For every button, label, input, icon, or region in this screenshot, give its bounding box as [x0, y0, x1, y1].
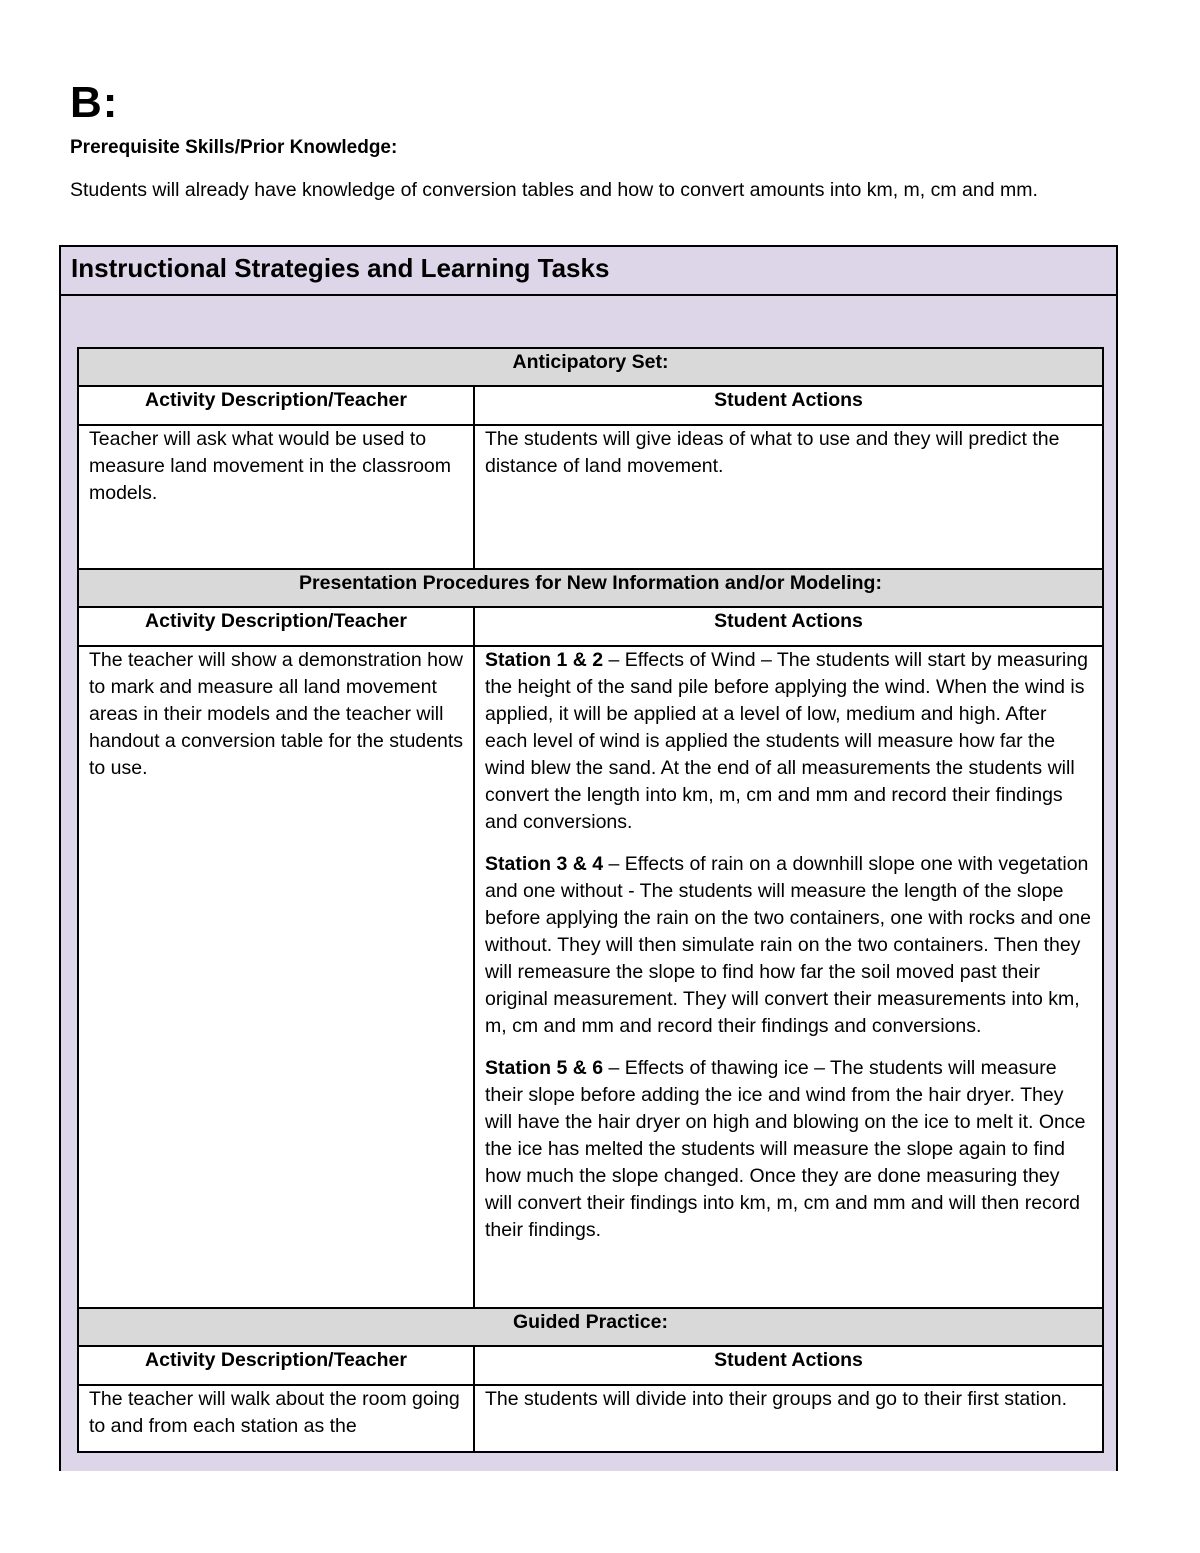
- station-text: – Effects of rain on a downhill slope one with vegetation and one without - The students will measure the length of the slope before applying the rain on the two containers, one with rocks and one without. They will then simulate rain on the two containers. Then they will remeasure the slope to find how far the soil moved past their original measurement. They will convert their measurements into km, m, cm and mm and record their findings and conversions.: [485, 853, 1091, 1037]
- column-header-row: [78, 1346, 1103, 1385]
- strategies-panel: [59, 245, 1118, 1471]
- station-paragraph: [485, 1055, 1092, 1244]
- anticipatory-set-row: [78, 425, 1103, 569]
- guided-student-cell: The students will divide into their groups and go to their first station.: [474, 1385, 1103, 1452]
- guided-teacher-cell: The teacher will walk about the room going to and from each station as the: [78, 1385, 474, 1452]
- anticipatory-student-cell: The students will give ideas of what to use and they will predict the distance of land movement.: [474, 425, 1103, 569]
- station-text: – Effects of Wind – The students will start by measuring the height of the sand pile before applying the wind. When the wind is applied, it will be applied at a level of low, medium and high. After each level of wind is applied the students will measure how far the wind blew the sand. At the end of all measurements the students will convert the length into km, m, cm and mm and record their findings and conversions.: [485, 649, 1088, 833]
- presentation-heading: Presentation Procedures for New Information and/or Modeling:: [78, 569, 1103, 607]
- station-label: Station 3 & 4: [485, 853, 604, 875]
- station-label: Station 1 & 2: [485, 649, 604, 671]
- strategies-title: Instructional Strategies and Learning Tasks: [71, 253, 610, 283]
- teacher-column-header: Activity Description/Teacher: [78, 607, 474, 646]
- teacher-column-header: Activity Description/Teacher: [78, 1346, 474, 1385]
- presentation-student-cell: [474, 646, 1103, 1308]
- station-label: Station 5 & 6: [485, 1057, 604, 1079]
- column-header-row: [78, 607, 1103, 646]
- strategies-header: [61, 247, 1116, 296]
- section-heading: B:: [70, 78, 119, 127]
- lesson-table: [77, 347, 1104, 1453]
- presentation-row: [78, 646, 1103, 1308]
- student-column-header: Student Actions: [474, 607, 1103, 646]
- guided-practice-row: [78, 1385, 1103, 1452]
- station-text: – Effects of thawing ice – The students will measure their slope before adding the ice and wind from the hair dryer. They will have the hair dryer on high and blowing on the ice to melt it. Once the ice has melted the students will measure the slope again to find how much the slope changed. Once they are done measuring they will convert their findings into km, m, cm and mm and will then record their findings.: [485, 1057, 1086, 1241]
- student-column-header: Student Actions: [474, 1346, 1103, 1385]
- anticipatory-set-heading-row: [78, 348, 1103, 386]
- prerequisite-label: Prerequisite Skills/Prior Knowledge:: [70, 137, 398, 158]
- station-paragraph: [485, 647, 1092, 836]
- station-paragraph: [485, 851, 1092, 1040]
- prerequisite-text: Students will already have knowledge of conversion tables and how to convert amounts into km, m, cm and mm.: [70, 179, 1038, 201]
- guided-practice-heading: Guided Practice:: [78, 1308, 1103, 1346]
- teacher-column-header: Activity Description/Teacher: [78, 386, 474, 425]
- student-column-header: Student Actions: [474, 386, 1103, 425]
- presentation-heading-row: [78, 569, 1103, 607]
- guided-practice-heading-row: [78, 1308, 1103, 1346]
- presentation-teacher-cell: The teacher will show a demonstration how to mark and measure all land movement areas in their models and the teacher will handout a conversion table for the students to use.: [78, 646, 474, 1308]
- anticipatory-teacher-cell: Teacher will ask what would be used to measure land movement in the classroom models.: [78, 425, 474, 569]
- column-header-row: [78, 386, 1103, 425]
- anticipatory-set-heading: Anticipatory Set:: [78, 348, 1103, 386]
